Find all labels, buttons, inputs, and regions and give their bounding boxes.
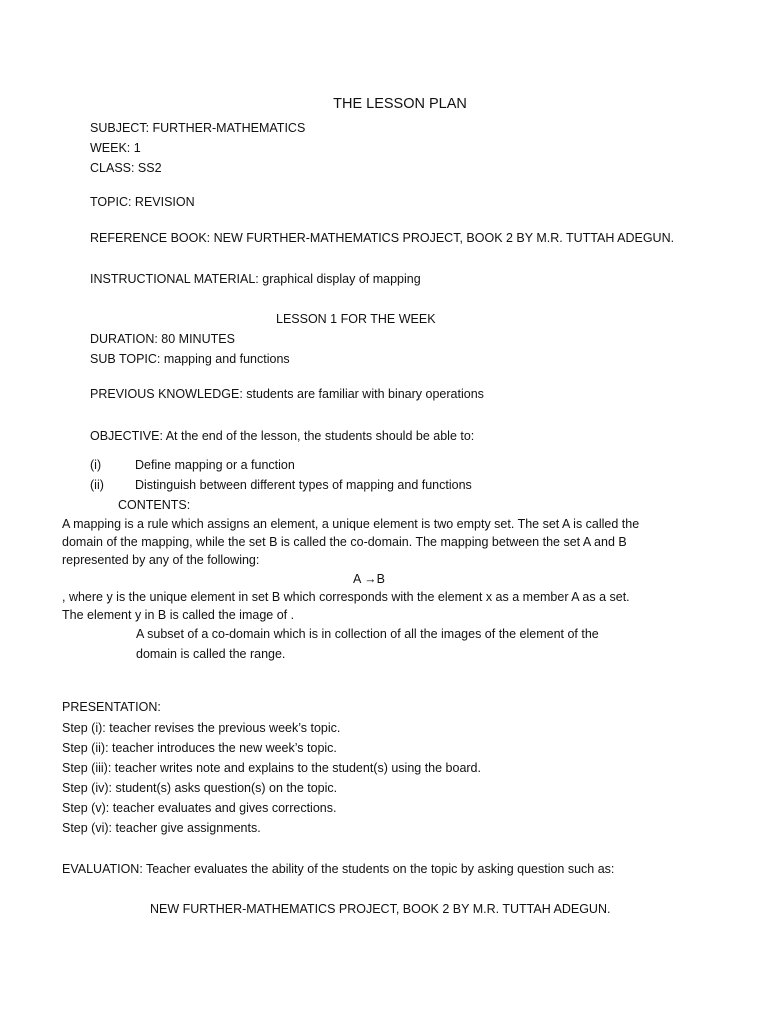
class-line: CLASS: SS2 [90, 161, 162, 175]
instructional-material-line: INSTRUCTIONAL MATERIAL: graphical display of mapping [90, 272, 421, 286]
contents-paragraph-line: domain of the mapping, while the set B is called the co-domain. The mapping between the set A and B [62, 535, 627, 549]
contents-heading: CONTENTS: [118, 498, 191, 512]
document-title: THE LESSON PLAN [333, 96, 467, 112]
objective-text: Define mapping or a function [135, 458, 295, 472]
contents-paragraph-line: domain is called the range. [136, 647, 286, 661]
presentation-step: Step (i): teacher revises the previous week’s topic. [62, 721, 341, 735]
footer-reference: NEW FURTHER-MATHEMATICS PROJECT, BOOK 2 BY M.R. TUTTAH ADEGUN. [150, 902, 611, 916]
presentation-step: Step (vi): teacher give assignments. [62, 821, 261, 835]
presentation-step: Step (iv): student(s) asks question(s) on the topic. [62, 781, 338, 795]
contents-paragraph-line: represented by any of the following: [62, 553, 260, 567]
objective-line: OBJECTIVE: At the end of the lesson, the students should be able to: [90, 429, 475, 443]
evaluation-line: EVALUATION: Teacher evaluates the ability of the students on the topic by asking question such as: [62, 862, 615, 876]
subject-line: SUBJECT: FURTHER-MATHEMATICS [90, 121, 306, 135]
objective-text: Distinguish between different types of mapping and functions [135, 478, 472, 492]
lesson-heading: LESSON 1 FOR THE WEEK [276, 312, 436, 326]
objective-number: (i) [90, 458, 102, 472]
contents-paragraph-line: The element y in B is called the image of . [62, 608, 295, 622]
previous-knowledge-line: PREVIOUS KNOWLEDGE: students are familiar with binary operations [90, 387, 484, 401]
presentation-step: Step (ii): teacher introduces the new week’s topic. [62, 741, 337, 755]
week-line: WEEK: 1 [90, 141, 141, 155]
presentation-step: Step (iii): teacher writes note and explains to the student(s) using the board. [62, 761, 481, 775]
objective-number: (ii) [90, 478, 104, 492]
duration-line: DURATION: 80 MINUTES [90, 332, 235, 346]
topic-line: TOPIC: REVISION [90, 195, 195, 209]
contents-paragraph-line: , where y is the unique element in set B which corresponds with the element x as a member A as a set. [62, 590, 630, 604]
contents-paragraph-line: A mapping is a rule which assigns an element, a unique element is two empty set. The set A is called the [62, 517, 640, 531]
reference-book-line: REFERENCE BOOK: NEW FURTHER-MATHEMATICS PROJECT, BOOK 2 BY M.R. TUTTAH ADEGUN. [90, 231, 675, 245]
presentation-step: Step (v): teacher evaluates and gives corrections. [62, 801, 337, 815]
mapping-notation: A →B [353, 572, 385, 586]
sub-topic-line: SUB TOPIC: mapping and functions [90, 352, 290, 366]
contents-paragraph-line: A subset of a co-domain which is in collection of all the images of the element of the [136, 627, 599, 641]
presentation-heading: PRESENTATION: [62, 700, 161, 714]
